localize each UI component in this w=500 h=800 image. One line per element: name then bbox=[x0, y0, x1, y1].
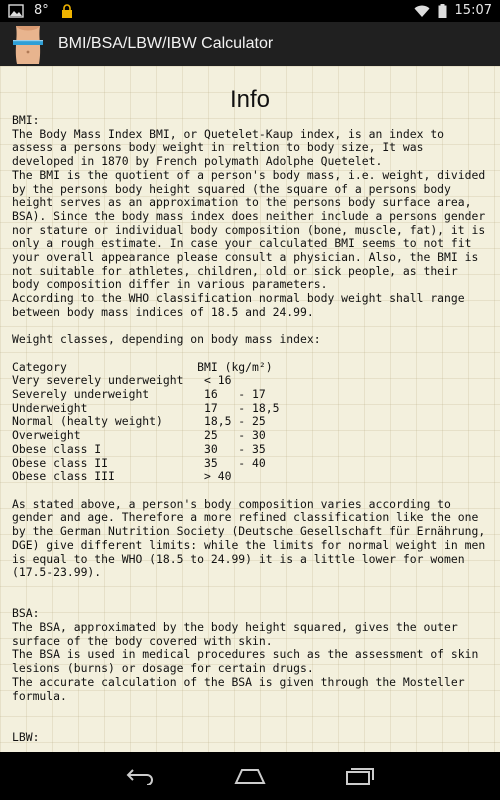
page-title: Info bbox=[229, 86, 271, 113]
back-icon bbox=[125, 767, 155, 785]
battery-icon bbox=[438, 4, 447, 18]
home-button[interactable] bbox=[228, 761, 272, 791]
lock-icon bbox=[59, 4, 75, 18]
info-text: BMI: The Body Mass Index BMI, or Quetelet-Kaup index, is an index to assess a persons body weight in reltion to body size, It was developed in 1870 by French polymath Adolphe Quetelet. The BMI is the quotient of a person's body mass, i.e. weight, divided by the persons body height squared (the square of a persons body height serves as an approximation to the persons body surface area, BSA). Since the body mass index does neither include a persons gender nor stature or individual body composition (bone, muscle, fat), it is only a rough estimate. In case your calculated BMI seems to not fit your overall appearance please consult a physician. Also, the BMI is not suitable for athletes, children, old or sick people, as their body composition differ in various parameters. According to the WHO classification normal body weight shall range between body mass indices of 18.5 and 24.99. Weight classes, depending on body mass index: Category BMI (kg/m²) Very severely underweight < 16 Severely underweight 16 - 17 Underweight 17 - 18,5 Normal (healty weight) 18,5 - 25 Overweight 25 - 30 Obese class I 30 - 35 Obese class II 35 - 40 Obese class III > 40 As stated above, a person's body composition varies according to gender and age. Therefore a more refined classification like the one by the German Nutrition Society (Deutsche Gesellschaft für Ernährung, DGE) give different limits: while the limits for normal weight in men is equal to the WHO (18.5 to 24.99) it is a little lower for women (17.5-23.99). BSA: The BSA, approximated by the body height squared, gives the outer surface of the body covered with skin. The BSA is used in medical procedures such as the assessment of skin lesions (burns) or dosage for certain drugs. The accurate calculation of the BSA is given through the Mosteller formula. LBW: bbox=[12, 113, 486, 744]
image-notification-icon bbox=[8, 4, 24, 18]
recents-button[interactable] bbox=[338, 761, 382, 791]
recents-icon bbox=[345, 767, 375, 785]
back-button[interactable] bbox=[118, 761, 162, 791]
home-icon bbox=[234, 768, 266, 784]
action-bar bbox=[0, 22, 500, 66]
navigation-bar bbox=[0, 752, 500, 800]
clock-text: 15:07 bbox=[454, 3, 492, 18]
status-bar bbox=[0, 0, 500, 22]
info-content-area[interactable] bbox=[0, 66, 500, 752]
app-title: BMI/BSA/LBW/IBW Calculator bbox=[58, 35, 274, 52]
app-logo-icon[interactable] bbox=[8, 24, 48, 64]
wifi-icon bbox=[414, 4, 430, 18]
temperature-text: 8° bbox=[34, 3, 49, 18]
